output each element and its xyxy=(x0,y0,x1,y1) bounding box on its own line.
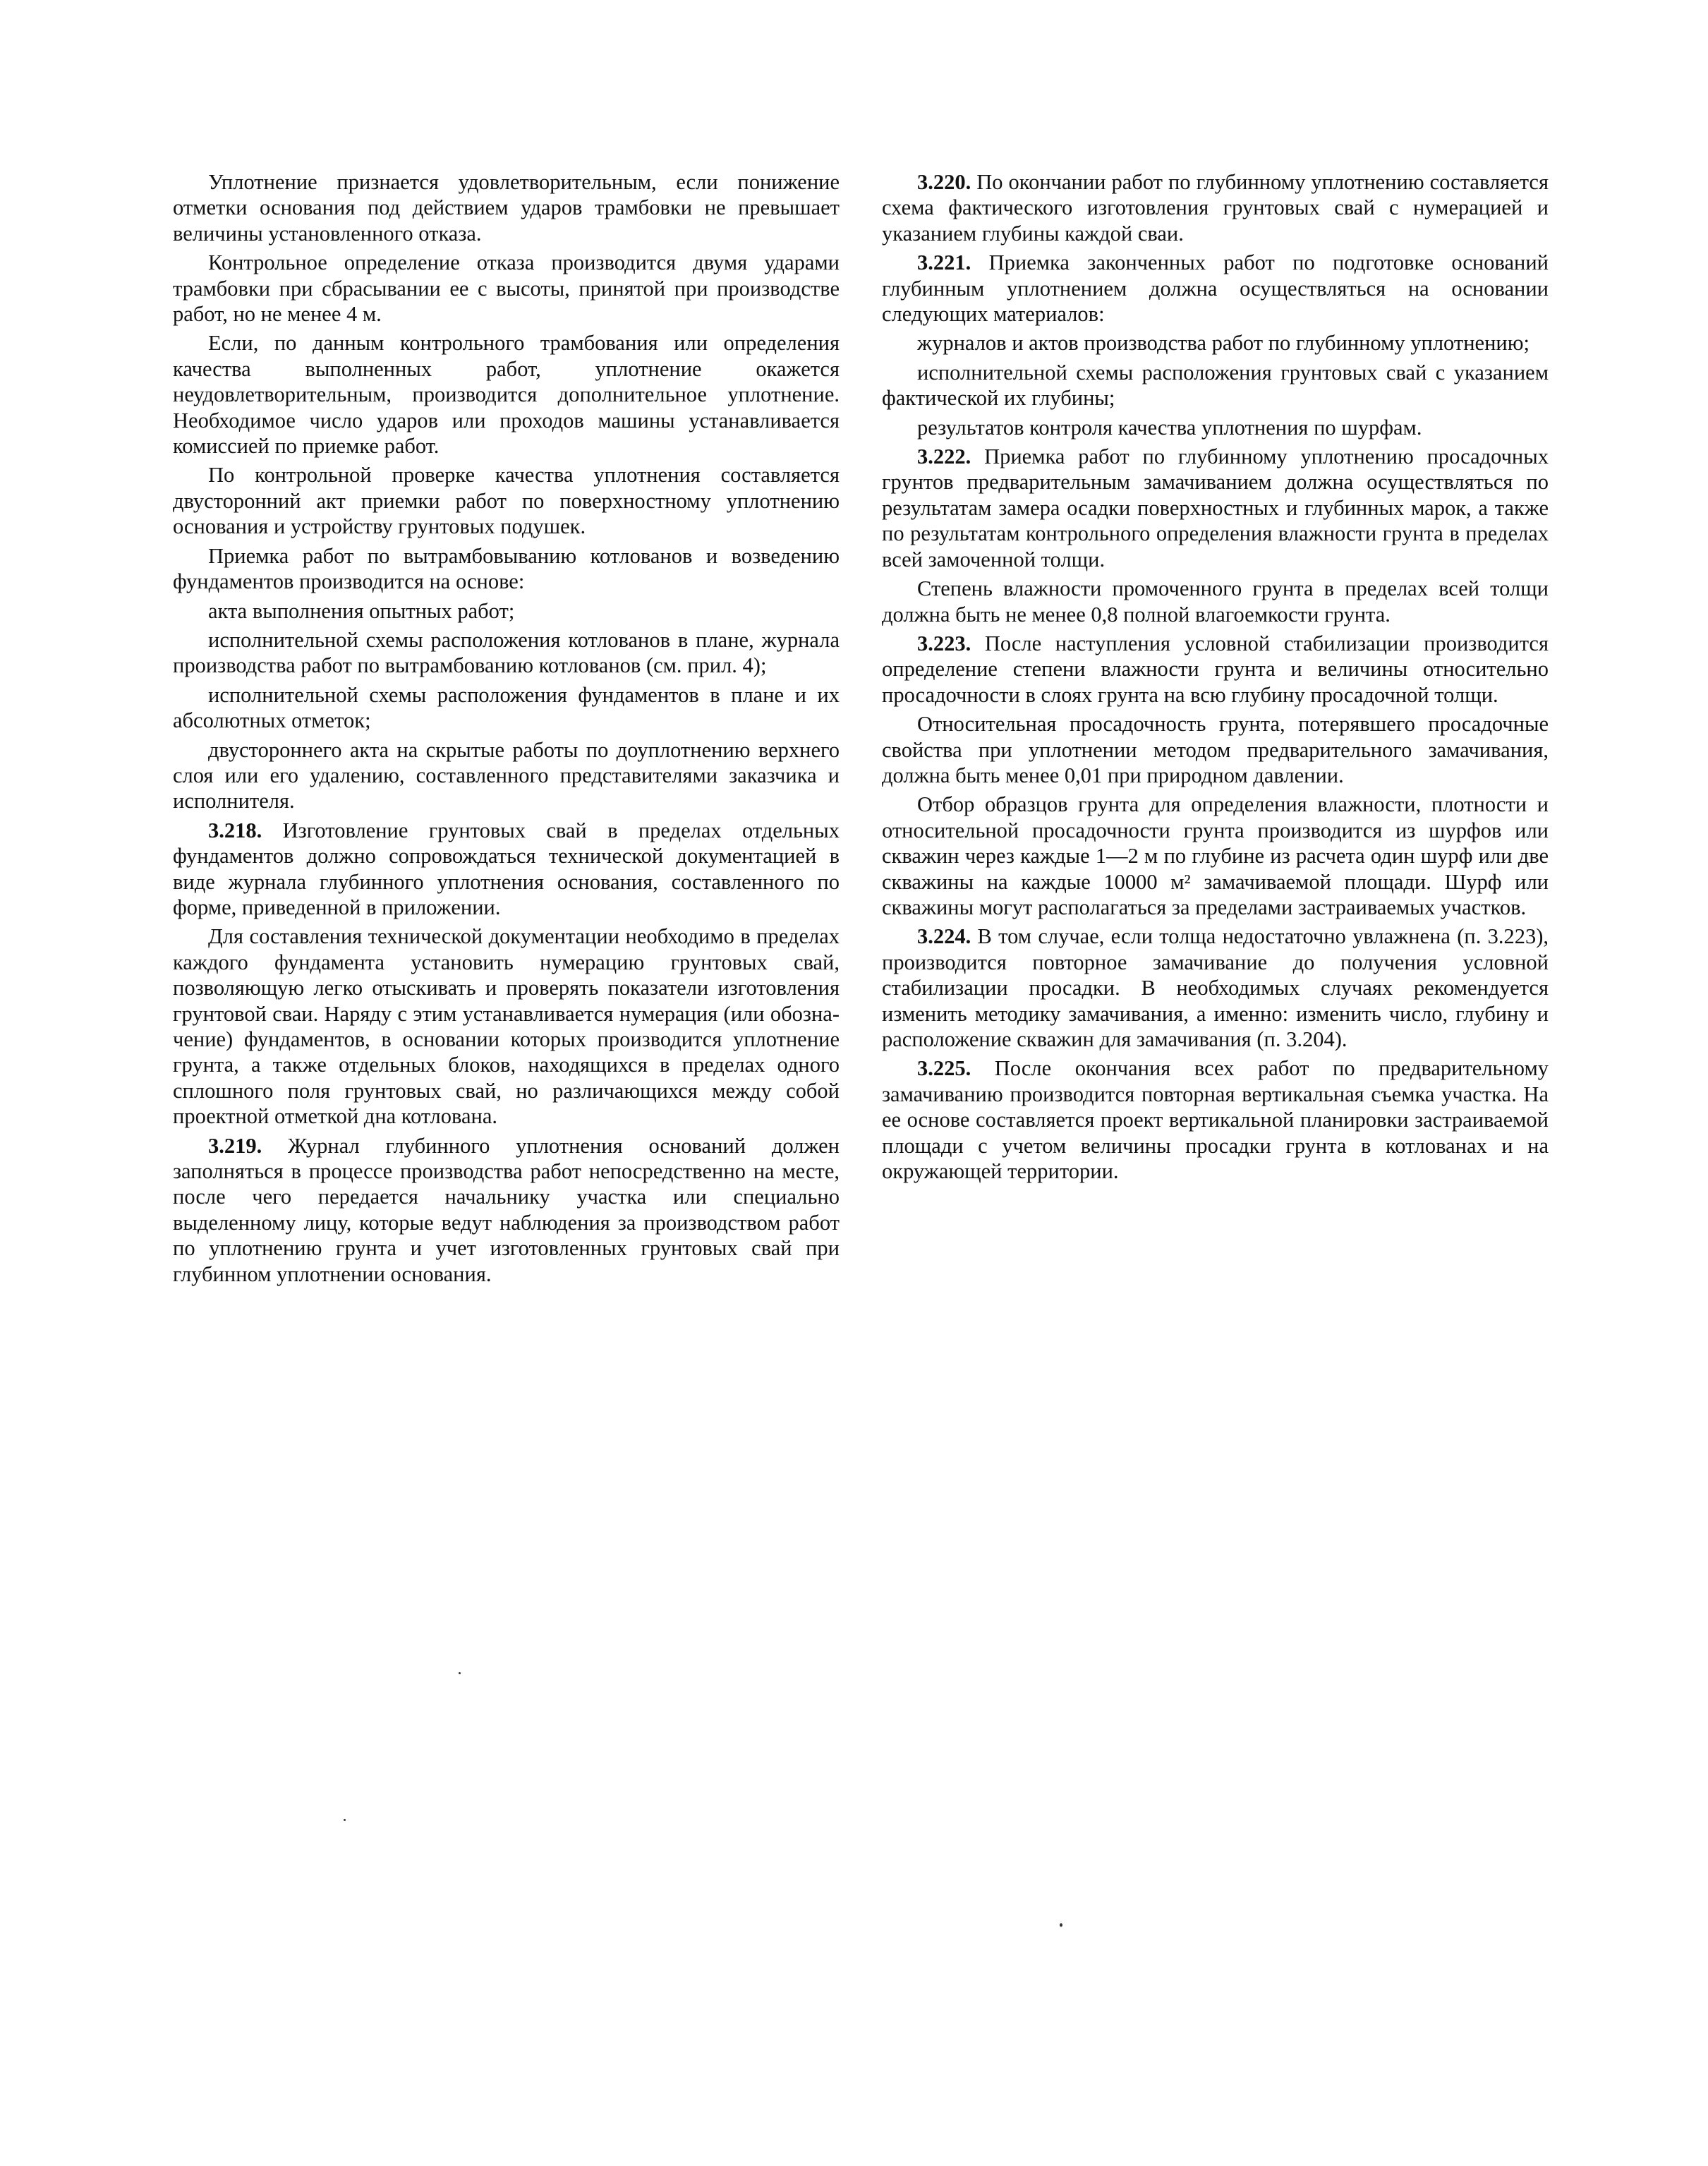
paragraph: Если, по данным контрольного трамбования или определения качества выполненных работ, уплотнение окажется неудовлетворительным, производится дополнительное уплотнение. Необходимое число ударов или проходов машины устанавливается комиссией по приемке работ. xyxy=(173,331,840,459)
section-paragraph: 3.224. В том случае, если толща недостаточно увлажнена (п. 3.223), производится повторное замачивание до получения условной стабилизации просадки. В необходимых случаях рекомендуется изменить методику замачивания, а именно: изменить число, глубину и расположение скважин для замачивания (п. 3.204). xyxy=(882,924,1549,1051)
paragraph: Уплотнение признается удовлетворительным, если понижение отметки основания под действием ударов трамбовки не превышает величины установленного отказа. xyxy=(173,170,840,246)
section-paragraph: 3.219. Журнал глубинного уплотнения оснований должен заполняться в процессе производства работ непосредственно на месте, после чего передается начальнику участка или специально выделенному лицу, которые ведут наблюдения за производством работ по уплотнению грунта и учет изготовленных грунтовых свай при глубинном уплотнении основания. xyxy=(173,1133,840,1286)
list-item: двустороннего акта на скрытые работы по доуплотнению верхнего слоя или его удалению, составленного представителями заказчика и исполнителя. xyxy=(173,737,840,813)
section-number: 3.220. xyxy=(917,170,971,194)
list-item: исполнительной схемы расположения грунтовых свай с указанием фактической их глубины; xyxy=(882,360,1549,411)
paragraph: Приемка работ по вытрамбовыванию котлованов и возведению фундаментов производится на основе: xyxy=(173,543,840,594)
section-paragraph: 3.218. Изготовление грунтовых свай в пределах отдельных фундаментов должно сопровождаться технической документацией в виде журнала глубинного уплотнения основания, составленного по форме, приведенной в приложении. xyxy=(173,818,840,919)
list-item: результатов контроля качества уплотнения по шурфам. xyxy=(917,415,1422,440)
section-paragraph: 3.221. Приемка законченных работ по подготовке оснований глубинным уплотнением должна осуществляться на основании следующих материалов: xyxy=(882,250,1549,327)
paragraph: Степень влажности промоченного грунта в пределах всей толщи должна быть не менее 0,8 полной влагоемкости грунта. xyxy=(882,576,1549,627)
scan-speck xyxy=(344,1819,346,1821)
section-number: 3.222. xyxy=(917,444,971,469)
section-paragraph: 3.222. Приемка работ по глубинному уплотнению просадочных грунтов предварительным замачиванием должна осуществляться по результатам замера осадки поверхностных и глубинных марок, а также по результатам контрольного определения влажности грунта в пределах всей замоченной толщи. xyxy=(882,444,1549,571)
list-item: журналов и актов производства работ по глубинному уплотнению; xyxy=(917,331,1530,356)
section-number: 3.221. xyxy=(917,250,971,275)
paragraph: По контрольной проверке качества уплотнения составляется двусторонний акт приемки работ по поверхностному уплотнению основания и устройству грунтовых подушек. xyxy=(173,463,840,539)
section-number: 3.225. xyxy=(917,1056,971,1081)
section-number: 3.224. xyxy=(917,924,971,949)
paragraph: Относительная просадочность грунта, потерявшего просадочные свойства при уплотнении методом предварительного замачивания, должна быть менее 0,01 при природном давлении. xyxy=(882,712,1549,787)
right-text-column xyxy=(882,169,1549,1187)
paragraph: Для составления технической документации необходимо в пределах каждого фундамента установить нумерацию грунтовых свай, позволяющую легко отыскивать и проверять показатели изготовления грунтовой сваи. Наряду с этим устанавливается нумерация (или обозначение) фундаментов, в основании которых производится уплотнение грунта, а также отдельных блоков, находящихся в пределах одного сплошного поля грунтовых свай, но различающихся между собой проектной отметкой дна котлована. xyxy=(173,924,840,1129)
left-text-column xyxy=(173,169,840,1290)
paragraph: Отбор образцов грунта для определения влажности, плотности и относительной просадочности грунта производится из шурфов или скважин через каждые 1—2 м по глубине из расчета один шурф или две скважины на каждые 10000 м² замачиваемой площади. Шурф или скважины могут располагаться за пределами застраиваемых участков. xyxy=(882,792,1549,919)
list-item: акта выполнения опытных работ; xyxy=(208,598,515,623)
list-item: исполнительной схемы расположения фундаментов в плане и их абсолютных отметок; xyxy=(173,682,840,733)
section-paragraph: 3.223. После наступления условной стабилизации производится определение степени влажности грунта и величины относительно просадочности в слоях грунта на всю глубину просадочной толщи. xyxy=(882,631,1549,707)
section-number: 3.219. xyxy=(208,1133,262,1158)
section-number: 3.218. xyxy=(208,818,262,842)
list-item: исполнительной схемы расположения котлованов в плане, журнала производства работ по вытрамбованию котлованов (см. прил. 4); xyxy=(173,627,840,678)
scan-speck xyxy=(459,1672,461,1674)
section-paragraph: 3.220. По окончании работ по глубинному уплотнению составляется схема фактического изготовления грунтовых свай с нумерацией и указанием глубины каждой сваи. xyxy=(882,170,1549,246)
scan-speck xyxy=(1060,1923,1062,1927)
section-paragraph: 3.225. После окончания всех работ по предварительному замачиванию производится повторная вертикальная съемка участка. На ее основе составляется проект вертикальной планировки застраиваемой площади с учетом величины просадки грунта в котлованах и на окружающей территории. xyxy=(882,1056,1549,1184)
paragraph: Контрольное определение отказа производится двумя ударами трамбовки при сбрасывании ее с высоты, принятой при производстве работ, но не менее 4 м. xyxy=(173,250,840,327)
section-number: 3.223. xyxy=(917,631,971,655)
